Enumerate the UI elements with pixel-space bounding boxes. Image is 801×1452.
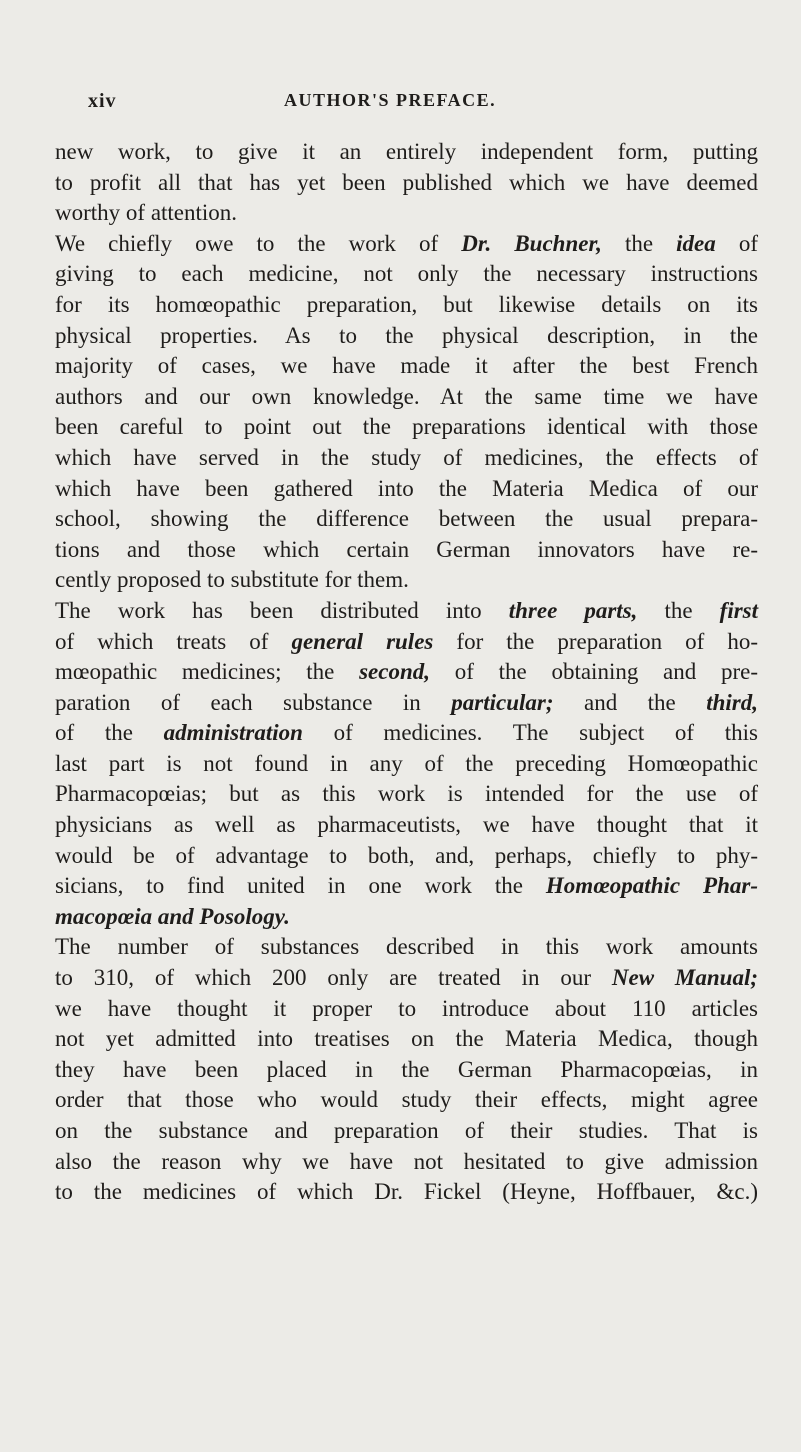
text-line: order that those who would study their effects, might agree [55, 1087, 758, 1113]
text-line: The work has been distributed into three parts, the first [55, 597, 759, 623]
text-line: mœopathic medicines; the second, of the obtaining and pre- [55, 659, 759, 685]
text-line: physical properties. As to the physical description, in the [55, 322, 758, 348]
text-line: to the medicines of which Dr. Fickel (Heyne, Hoffbauer, &c.) [55, 1179, 758, 1205]
text-line: Pharmacopœias; but as this work is intended for the use of [55, 781, 758, 807]
text-line: not yet admitted into treatises on the Materia Medica, though [55, 1026, 758, 1052]
text-line: which have served in the study of medicines, the effects of [55, 444, 758, 470]
text-line: macopœia and Posology. [55, 903, 290, 929]
text-line: school, showing the difference between the usual prepara- [55, 506, 758, 532]
page-number: xiv [88, 90, 117, 112]
text-line: sicians, to find united in one work the Homœopathic Phar- [55, 873, 759, 899]
text-line: they have been placed in the German Pharmacopœias, in [55, 1056, 758, 1082]
running-head [88, 90, 748, 120]
text-line: new work, to give it an entirely independent form, putting [55, 139, 758, 164]
text-line: which have been gathered into the Materia Medica of our [55, 475, 758, 501]
text-line: paration of each substance in particular; and the third, [55, 689, 758, 715]
text-line: The number of substances described in this work amounts [55, 934, 758, 960]
text-line: physicians as well as pharmaceutists, we have thought that it [55, 812, 758, 838]
text-line: on the substance and preparation of their studies. That is [55, 1118, 758, 1143]
preface-text [55, 137, 758, 1208]
text-line: We chiefly owe to the work of Dr. Buchner, the idea of [55, 230, 758, 256]
text-line: for its homœopathic preparation, but likewise details on its [55, 291, 758, 317]
text-line: we have thought it proper to introduce about 110 articles [55, 995, 758, 1021]
text-line: of the administration of medicines. The subject of this [55, 720, 758, 746]
text-line: majority of cases, we have made it after the best French [55, 353, 758, 379]
text-line: last part is not found in any of the preceding Homœopathic [55, 750, 758, 776]
text-line: would be of advantage to both, and, perhaps, chiefly to phy- [55, 842, 758, 868]
text-line: also the reason why we have not hesitated to give admission [55, 1148, 758, 1174]
text-line: worthy of attention. [55, 200, 238, 226]
running-title: AUTHOR'S PREFACE. [284, 90, 497, 110]
text-line: tions and those which certain German innovators have re- [55, 536, 758, 562]
text-line: of which treats of general rules for the preparation of ho- [55, 628, 759, 654]
text-line: been careful to point out the preparations identical with those [55, 414, 758, 440]
text-line: to 310, of which 200 only are treated in our New Manual; [55, 965, 758, 991]
text-line: to profit all that has yet been published which we have deemed [55, 169, 758, 195]
text-line: authors and our own knowledge. At the same time we have [55, 383, 758, 409]
text-line: giving to each medicine, not only the necessary instructions [55, 261, 758, 287]
text-line: cently proposed to substitute for them. [55, 567, 409, 593]
